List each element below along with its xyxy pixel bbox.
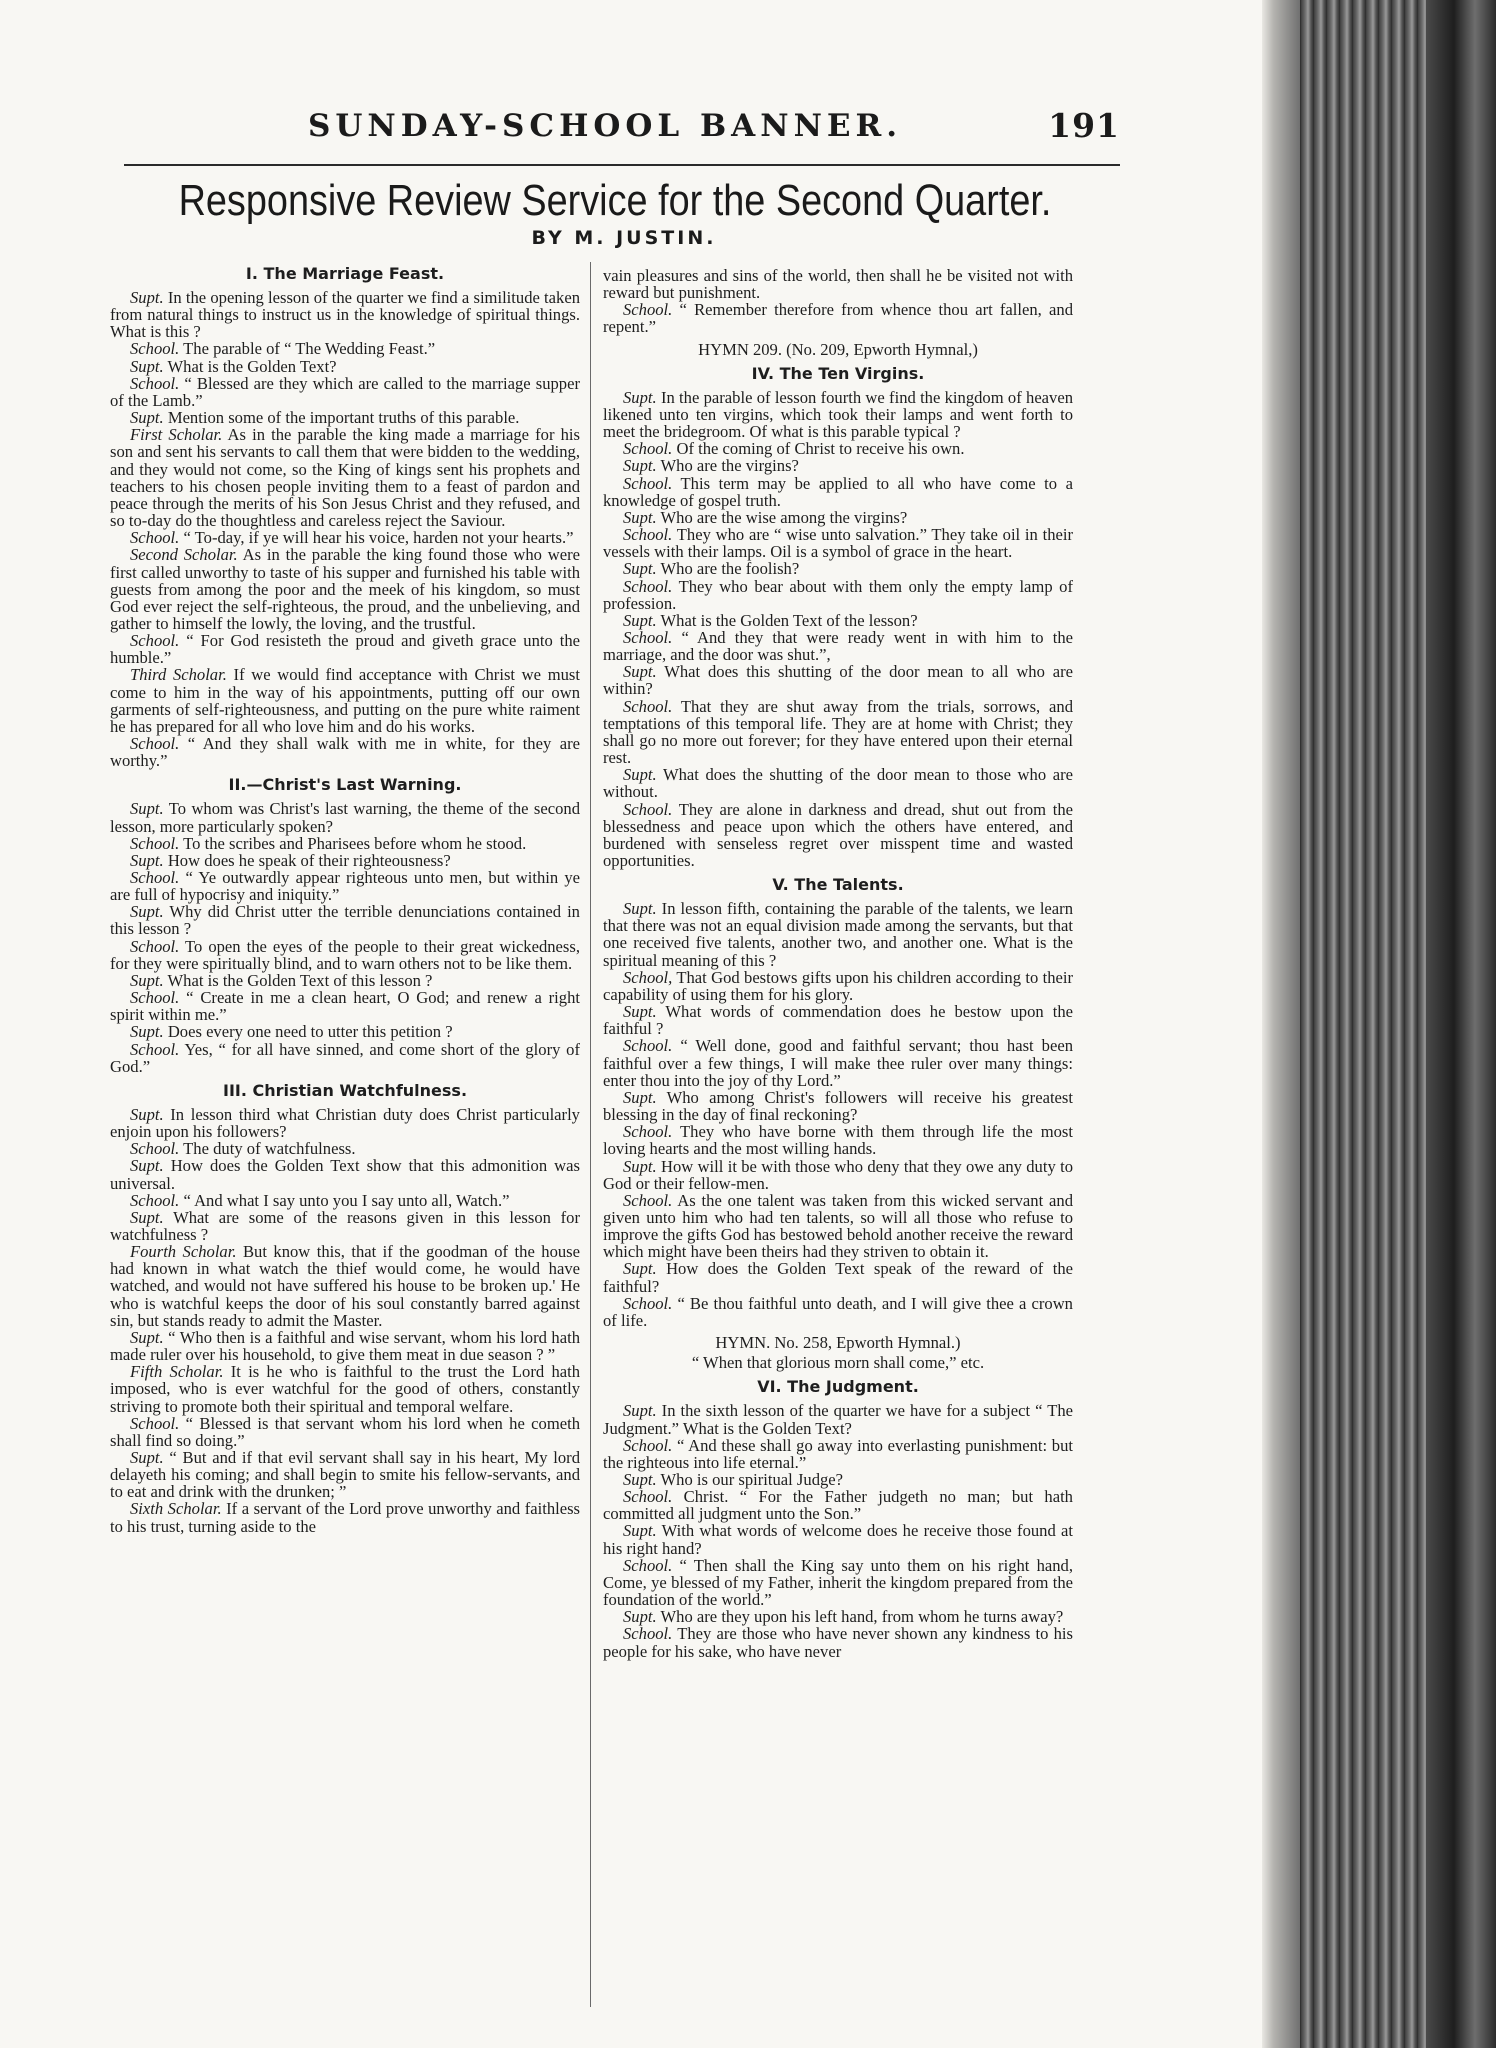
speaker-label: Supt. <box>130 1448 164 1467</box>
speaker-label: School. <box>130 734 180 754</box>
dialogue-text: If we would find acceptance with Christ we must come to him in the way of his appointments, putting off our own garments of self-righteousness, and putting on the pure white raiment he has prepared for all who love him and do his works. <box>110 665 580 736</box>
dialogue-text: They who are “ wise unto salvation.” They take oil in their vessels with their lamps. Oil is a symbol of grace in the heart. <box>603 525 1073 562</box>
speaker-label: Supt. <box>130 1207 164 1227</box>
page-gutter-shadow <box>1262 0 1300 2048</box>
speaker-label: Supt. <box>130 1022 164 1042</box>
dialogue-paragraph <box>603 663 1073 697</box>
dialogue-paragraph <box>110 1157 580 1191</box>
dialogue-paragraph <box>110 1363 580 1414</box>
section-heading: I. The Marriage Feast. <box>245 264 445 283</box>
dialogue-paragraph <box>110 800 580 834</box>
dialogue-text: With what words of welcome does he receive those found at his right hand? <box>603 1521 1073 1558</box>
dialogue-paragraph <box>603 1089 1073 1123</box>
dialogue-paragraph <box>110 1449 580 1500</box>
dialogue-paragraph <box>110 1106 580 1140</box>
dialogue-text: The parable of “ The Wedding Feast.” <box>183 339 436 359</box>
speaker-label: Supt. <box>130 850 164 870</box>
dialogue-text: Who are the wise among the virgins? <box>660 507 908 527</box>
hymn-first-line: “ When that glorious morn shall come,” etc. <box>691 1353 985 1373</box>
speaker-label: Supt. <box>623 1521 657 1541</box>
dialogue-paragraph <box>603 1295 1073 1329</box>
dialogue-text: Who are the virgins? <box>660 456 799 476</box>
speaker-label: Supt. <box>130 1327 164 1347</box>
dialogue-text: They are those who have never shown any kindness to his people for his sake, who have never <box>603 1624 1073 1661</box>
dialogue-paragraph <box>603 900 1073 969</box>
section-heading: VI. The Judgment. <box>757 1377 919 1397</box>
left-column <box>110 258 580 2018</box>
dialogue-text: That God bestows gifts upon his children according to their capability of using them for his glory. <box>603 967 1073 1004</box>
dialogue-text: Mention some of the important truths of this parable. <box>167 408 520 428</box>
dialogue-text: “ And they shall walk with me in white, for they are worthy.” <box>110 734 580 771</box>
speaker-label: Supt. <box>130 902 164 922</box>
dialogue-paragraph <box>603 301 1073 335</box>
dialogue-text: They are alone in darkness and dread, shut out from the blessedness and peace upon which the others have entered, and burdened with senseless regret over misspent time and wasted opportunities. <box>603 799 1073 870</box>
speaker-label: Supt. <box>130 1104 164 1124</box>
speaker-label: School. <box>130 528 180 548</box>
dialogue-text: “ Be thou faithful unto death, and I will give thee a crown of life. <box>603 1293 1073 1330</box>
dialogue-text: How does he speak of their righteousness? <box>167 850 451 870</box>
dialogue-text: “ Remember therefore from whence thou art fallen, and repent.” <box>603 300 1073 337</box>
speaker-label: School. <box>623 300 673 320</box>
dialogue-paragraph <box>110 375 580 409</box>
dialogue-text: “ Blessed are they which are called to the marriage supper of the Lamb.” <box>110 373 580 410</box>
speaker-label: School. <box>623 439 673 459</box>
speaker-label: School. <box>623 576 673 596</box>
dialogue-paragraph <box>110 289 580 340</box>
dialogue-paragraph <box>603 698 1073 767</box>
speaker-label: School. <box>623 1487 673 1507</box>
dialogue-text: “ And what I say unto you I say unto all, Watch.” <box>183 1190 510 1210</box>
dialogue-paragraph <box>603 1003 1073 1037</box>
dialogue-paragraph <box>110 1140 580 1157</box>
dialogue-paragraph <box>603 389 1073 440</box>
dialogue-paragraph <box>603 578 1073 612</box>
dialogue-text: “ Who then is a faithful and wise servant, whom his lord hath made ruler over his household, to give them meat in due season ? ” <box>110 1327 580 1365</box>
dialogue-text: “ Well done, good and faithful servant; thou hast been faithful over a few things, I will make thee ruler over many things: enter thou into the joy of thy Lord.” <box>603 1036 1073 1090</box>
dialogue-text: In the sixth lesson of the quarter we have for a subject “ The Judgment.” What is the Golden Text? <box>603 1401 1073 1438</box>
dialogue-text: “ And they that were ready went in with him to the marriage, and the door was shut.”, <box>603 627 1073 665</box>
dialogue-paragraph <box>110 938 580 972</box>
speaker-label: Supt. <box>130 1156 164 1176</box>
speaker-label: Fifth Scholar. <box>130 1362 224 1382</box>
speaker-label: School. <box>130 936 180 956</box>
hymn-reference: HYMN 209. (No. 209, Epworth Hymnal,) <box>698 339 978 359</box>
dialogue-paragraph <box>110 1243 580 1329</box>
dialogue-paragraph <box>110 1329 580 1363</box>
dialogue-text: How does the Golden Text show that this admonition was universal. <box>110 1156 580 1193</box>
dialogue-paragraph <box>110 666 580 735</box>
dialogue-text: That they are shut away from the trials, sorrows, and temptations of this temporal life. They are at home with Christ; they shall go no more out forever; for they have entered upon their eternal rest. <box>603 696 1073 768</box>
dialogue-text: As the one talent was taken from this wicked servant and given unto him who had ten talents, so will all those who refuse to improve the gifts God has bestowed behold another receive the reward which might have been theirs had they striven to obtain it. <box>603 1190 1073 1262</box>
dialogue-paragraph <box>603 1471 1073 1488</box>
speaker-label: School. <box>130 1139 180 1159</box>
speaker-label: Second Scholar. <box>130 545 238 565</box>
dialogue-paragraph <box>110 989 580 1023</box>
dialogue-text: What does this shutting of the door mean to all who are within? <box>603 662 1073 699</box>
dialogue-text: To open the eyes of the people to their great wickedness, for they were spiritually blind, and to warn others not to be like them. <box>110 936 580 973</box>
speaker-label: School. <box>623 473 673 493</box>
dialogue-text: What words of commendation does he bestow upon the faithful ? <box>603 1002 1073 1039</box>
section-heading: III. Christian Watchfulness. <box>222 1080 468 1100</box>
dialogue-text: Who are they upon his left hand, from whom he turns away? <box>660 1607 1064 1627</box>
speaker-label: School. <box>130 868 180 887</box>
book-page-edges <box>1262 0 1496 2048</box>
dialogue-paragraph <box>110 835 580 852</box>
dialogue-text: “ And these shall go away into everlasting punishment: but the righteous into life eternal.” <box>603 1435 1073 1472</box>
dialogue-text: To the scribes and Pharisees before whom he stood. <box>183 833 527 853</box>
speaker-label: Supt. <box>130 970 164 990</box>
dialogue-paragraph <box>603 1522 1073 1556</box>
speaker-label: Supt. <box>130 408 164 428</box>
dialogue-text: Does every one need to utter this petition ? <box>167 1022 453 1042</box>
running-header <box>308 108 1120 150</box>
speaker-label: Supt. <box>623 1002 657 1022</box>
speaker-label: School. <box>130 1190 180 1210</box>
dialogue-text: How will it be with those who deny that they owe any duty to God or their fellow-men. <box>603 1156 1073 1193</box>
dialogue-text: In lesson third what Christian duty does Christ particularly enjoin upon his followers? <box>110 1104 580 1142</box>
dialogue-paragraph <box>110 426 580 529</box>
speaker-label: School. <box>623 1624 673 1644</box>
page-number: 191 <box>1048 106 1120 145</box>
dialogue-text: In the parable of lesson fourth we find the kingdom of heaven likened unto ten virgins, which took their lamps and went forth to meet the bridegroom. Of what is this parable typical ? <box>603 387 1073 442</box>
speaker-label: Supt. <box>623 507 657 527</box>
dialogue-paragraph <box>110 869 580 903</box>
speaker-label: Supt. <box>623 899 657 919</box>
dialogue-text: “ For God resisteth the proud and giveth grace unto the humble.” <box>110 631 580 668</box>
hymn-reference: HYMN. No. 258, Epworth Hymnal.) <box>715 1333 961 1353</box>
dialogue-paragraph <box>110 1023 580 1040</box>
speaker-label: School. <box>623 1122 673 1142</box>
dialogue-paragraph <box>110 1041 580 1075</box>
dialogue-paragraph <box>603 1557 1073 1608</box>
dialogue-paragraph <box>110 358 580 375</box>
dialogue-paragraph <box>603 801 1073 870</box>
dialogue-paragraph <box>603 1437 1073 1471</box>
dialogue-text: But know this, that if the goodman of the house had known in what watch the thief would come, he would have watched, and would not have suffered his house to be broken up.' He who is watchful keeps the door of his soul constantly barred against sin, but stands ready to admit the Master. <box>110 1242 580 1330</box>
dialogue-paragraph <box>110 340 580 357</box>
section-heading: IV. The Ten Virgins. <box>751 363 925 383</box>
speaker-label: Supt. <box>623 1259 657 1279</box>
dialogue-paragraph <box>603 457 1073 474</box>
speaker-label: Supt. <box>623 1607 657 1627</box>
speaker-label: School. <box>130 833 180 853</box>
speaker-label: Supt. <box>130 288 164 307</box>
header-rule <box>124 164 1120 166</box>
speaker-label: School. <box>623 1555 673 1575</box>
dialogue-paragraph <box>603 1158 1073 1192</box>
dialogue-paragraph <box>110 1192 580 1209</box>
speaker-label: School. <box>623 1435 673 1455</box>
speaker-label: Supt. <box>623 662 657 682</box>
dialogue-text: Yes, “ for all have sinned, and come short of the glory of God.” <box>110 1039 580 1076</box>
speaker-label: Supt. <box>130 799 164 819</box>
dialogue-paragraph <box>110 409 580 426</box>
dialogue-text: “ But and if that evil servant shall say in his heart, My lord delayeth his coming; and shall begin to smite his fellow-servants, and to eat and drink with the drunken; ” <box>110 1448 580 1502</box>
dialogue-text: The duty of watchfulness. <box>183 1139 356 1159</box>
dialogue-text: If a servant of the Lord prove unworthy and faithless to his trust, turning aside to the <box>110 1499 580 1536</box>
dialogue-paragraph <box>110 903 580 937</box>
dialogue-paragraph <box>603 1488 1073 1522</box>
speaker-label: School. <box>130 339 180 359</box>
speaker-label: School. <box>130 988 180 1008</box>
speaker-label: Fourth Scholar. <box>130 1242 237 1262</box>
dialogue-text: As in the parable the king made a marriage for his son and sent his servants to call them that were bidden to the wedding, and they would not come, so the King of kings sent his prophets and teachers to his chosen people inviting them to a feast of pardon and peace through the merits of his Son Jesus Christ and they refused, and so to-day do the thoughtless and careless reject the Saviour. <box>110 425 580 531</box>
dialogue-text: “ Blessed is that servant whom his lord when he cometh shall find so doing.” <box>110 1413 580 1450</box>
dialogue-paragraph <box>603 475 1073 509</box>
dialogue-text: What is the Golden Text? <box>167 356 337 376</box>
dialogue-paragraph <box>110 972 580 989</box>
dialogue-paragraph <box>603 629 1073 663</box>
speaker-label: Supt. <box>623 456 657 476</box>
dialogue-text: They who have borne with them through life the most loving hearts and the most willing hands. <box>603 1122 1073 1159</box>
speaker-label: School. <box>130 631 180 651</box>
continued-paragraph: vain pleasures and sins of the world, then shall he be visited not with reward but punishment. <box>603 267 1073 303</box>
speaker-label: First Scholar. <box>130 425 223 445</box>
speaker-label: School. <box>130 373 180 393</box>
dialogue-paragraph <box>603 1625 1073 1659</box>
byline: BY M. JUSTIN. <box>531 227 717 249</box>
speaker-label: School, <box>623 967 673 987</box>
speaker-label: School. <box>623 696 673 716</box>
dialogue-paragraph <box>603 509 1073 526</box>
column-divider <box>590 262 591 2007</box>
dialogue-text: What is the Golden Text of this lesson ? <box>167 970 433 990</box>
speaker-label: Third Scholar. <box>130 665 227 685</box>
dialogue-text: How does the Golden Text speak of the reward of the faithful? <box>603 1259 1073 1296</box>
dialogue-text: This term may be applied to all who have come to a knowledge of gospel truth. <box>603 473 1073 510</box>
dialogue-text: To whom was Christ's last warning, the theme of the second lesson, more particularly spoken? <box>110 799 580 836</box>
dialogue-paragraph <box>110 546 580 632</box>
dialogue-text: What does the shutting of the door mean to those who are without. <box>603 765 1073 802</box>
speaker-label: School. <box>623 1293 673 1313</box>
dialogue-paragraph <box>603 612 1073 629</box>
dialogue-text: “ Ye outwardly appear righteous unto men, but within ye are full of hypocrisy and iniquity.” <box>110 868 580 905</box>
dialogue-paragraph <box>603 526 1073 560</box>
dialogue-text: As in the parable the king found those who were first called unworthy to taste of his supper and furnished his table with guests from among the poor and the meek of his kingdom, so must God ever reject the self-righteous, the proud, and the unbelieving, and gather to himself the lowly, the loving, and the trustful. <box>110 545 580 633</box>
dialogue-paragraph <box>110 1415 580 1449</box>
speaker-label: School. <box>623 799 673 819</box>
dialogue-paragraph <box>110 1500 580 1534</box>
dialogue-text: It is he who is faithful to the trust the Lord hath imposed, who is ever watchful for the good of others, constantly striving to promote both their spiritual and temporal welfare. <box>110 1362 580 1416</box>
dialogue-paragraph <box>603 560 1073 577</box>
speaker-label: School. <box>623 1190 673 1210</box>
speaker-label: Supt. <box>623 1087 657 1107</box>
dialogue-paragraph <box>110 632 580 666</box>
dialogue-paragraph <box>110 852 580 869</box>
dialogue-text: Who is our spiritual Judge? <box>660 1470 844 1489</box>
speaker-label: Supt. <box>623 1401 657 1421</box>
dialogue-text: Who are the foolish? <box>660 559 800 579</box>
dialogue-paragraph <box>603 440 1073 457</box>
speaker-label: Supt. <box>623 1470 657 1489</box>
dialogue-text: “ Then shall the King say unto them on his right hand, Come, ye blessed of my Father, inherit the kingdom prepared from the foundation of the world.” <box>603 1555 1073 1610</box>
speaker-label: Supt. <box>623 610 657 630</box>
dialogue-paragraph <box>603 1402 1073 1436</box>
dialogue-paragraph <box>603 1608 1073 1625</box>
dialogue-text: What is the Golden Text of the lesson? <box>660 610 918 630</box>
speaker-label: School. <box>623 627 673 647</box>
speaker-label: Supt. <box>623 765 657 785</box>
book-cover-edge <box>1426 0 1496 2048</box>
speaker-label: Supt. <box>623 387 657 407</box>
dialogue-text: Of the coming of Christ to receive his own. <box>676 439 965 459</box>
speaker-label: School. <box>130 1413 180 1433</box>
speaker-label: Supt. <box>623 1156 657 1176</box>
speaker-label: Sixth Scholar. <box>130 1499 222 1519</box>
dialogue-text: In lesson fifth, containing the parable of the talents, we learn that there was not an equal division made among the servants, but that one received five talents, another two, and another one. What is the spiritual meaning of this ? <box>603 899 1073 970</box>
dialogue-paragraph <box>603 969 1073 1003</box>
section-heading: II.—Christ's Last Warning. <box>228 775 462 795</box>
dialogue-paragraph <box>110 735 580 769</box>
article-title: Responsive Review Service for the Second Quarter. <box>178 176 1052 225</box>
dialogue-paragraph <box>603 1192 1073 1261</box>
dialogue-paragraph <box>603 1037 1073 1088</box>
dialogue-text: Why did Christ utter the terrible denunciations contained in this lesson ? <box>110 902 580 939</box>
dialogue-paragraph <box>110 529 580 546</box>
dialogue-text: In the opening lesson of the quarter we find a similitude taken from natural things to instruct us in the knowledge of spiritual things. What is this ? <box>110 288 580 342</box>
dialogue-paragraph <box>603 1123 1073 1157</box>
dialogue-paragraph <box>110 1209 580 1243</box>
dialogue-text: “ To-day, if ye will hear his voice, harden not your hearts.” <box>183 528 574 548</box>
speaker-label: School. <box>623 1036 673 1056</box>
speaker-label: Supt. <box>130 356 164 376</box>
speaker-label: School. <box>623 525 673 545</box>
dialogue-text: “ Create in me a clean heart, O God; and renew a right spirit within me.” <box>110 988 580 1025</box>
section-heading: V. The Talents. <box>772 875 904 895</box>
dialogue-text: Christ. “ For the Father judgeth no man; but hath committed all judgment unto the Son.” <box>603 1487 1073 1524</box>
dialogue-text: What are some of the reasons given in this lesson for watchfulness ? <box>110 1207 580 1244</box>
speaker-label: Supt. <box>623 559 657 579</box>
speaker-label: School. <box>130 1039 180 1059</box>
right-column <box>603 267 1073 2027</box>
dialogue-paragraph <box>603 766 1073 800</box>
dialogue-text: Who among Christ's followers will receive his greatest blessing in the day of final reckoning? <box>603 1087 1073 1125</box>
dialogue-text: They who bear about with them only the empty lamp of profession. <box>603 576 1073 613</box>
running-title: SUNDAY-SCHOOL BANNER. <box>308 108 903 144</box>
dialogue-paragraph <box>603 1260 1073 1294</box>
